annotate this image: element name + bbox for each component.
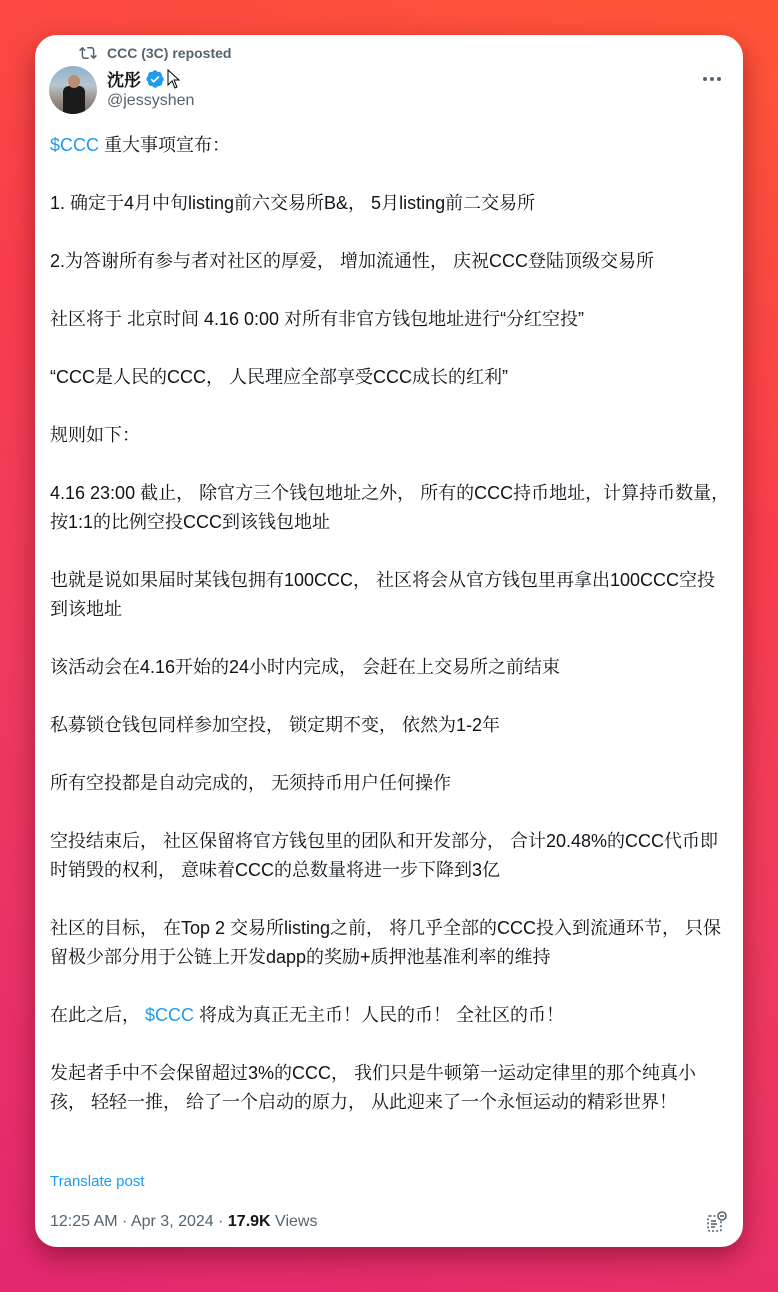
paragraph: 1. 确定于4月中旬listing前六交易所B&， 5月listing前二交易所	[50, 193, 536, 213]
paragraph: “CCC是人民的CCC， 人民理应全部享受CCC成长的红利”	[50, 367, 508, 387]
paragraph: 所有空投都是自动完成的， 无须持币用户任何操作	[50, 773, 451, 793]
paragraph: 规则如下：	[50, 425, 140, 445]
paragraph: $CCC 重大事项宣布：	[50, 135, 231, 155]
author-name[interactable]: 沈彤	[107, 71, 141, 90]
paragraph: 发起者手中不会保留超过3%的CCC， 我们只是牛顿第一运动定律里的那个纯真小孩， 轻轻一推， 给了一个启动的原力， 从此迎来了一个永恒运动的精彩世界！	[50, 1063, 697, 1112]
paragraph: 空投结束后， 社区保留将官方钱包里的团队和开发部分， 合计20.48%的CCC代币即时销毁的权利， 意味着CCC的总数量将进一步下降到3亿	[50, 831, 719, 880]
avatar[interactable]	[49, 66, 97, 114]
repost-icon	[79, 44, 97, 62]
paragraph: 也就是说如果届时某钱包拥有100CCC， 社区将会从官方钱包里再拿出100CCC空投到该地址	[50, 570, 716, 619]
mouse-cursor-icon	[167, 69, 181, 89]
repost-indicator[interactable]	[79, 43, 231, 63]
post-time[interactable]: 12:25 AM	[50, 1213, 118, 1230]
paragraph: 私募锁仓钱包同样参加空投， 锁定期不变， 依然为1-2年	[50, 715, 501, 735]
paragraph: 4.16 23:00 截止， 除官方三个钱包地址之外， 所有的CCC持币地址，计算持币数量， 按1:1的比例空投CCC到该钱包地址	[50, 483, 730, 532]
paragraph: 该活动会在4.16开始的24小时内完成， 会赶在上交易所之前结束	[50, 657, 561, 677]
post-text	[50, 131, 730, 1117]
more-options-icon[interactable]	[703, 73, 727, 85]
cashtag-link[interactable]: $CCC	[50, 135, 100, 155]
views-count: 17.9K	[227, 1213, 271, 1230]
paragraph: 社区将于 北京时间 4.16 0:00 对所有非官方钱包地址进行“分红空投”	[50, 309, 585, 329]
translate-post-link[interactable]: Translate post	[50, 1173, 145, 1190]
post-card	[35, 35, 743, 1247]
reader-context-icon[interactable]	[706, 1211, 728, 1233]
paragraph: 社区的目标， 在Top 2 交易所listing之前， 将几乎全部的CCC投入到流通环节， 只保留极少部分用于公链上开发dapp的奖励+质押池基准利率的维持	[50, 918, 722, 967]
verified-badge-icon[interactable]	[145, 69, 165, 89]
views-label: Views	[270, 1213, 318, 1230]
paragraph: 在此之后， $CCC 将成为真正无主币！人民的币！ 全社区的币！	[50, 1005, 565, 1025]
author-handle[interactable]: @jessyshen	[107, 92, 195, 109]
post-meta: 12:25 AM · Apr 3, 2024 · 17.9K Views	[50, 1213, 318, 1230]
cashtag-link[interactable]: $CCC	[145, 1005, 195, 1025]
post-date[interactable]: Apr 3, 2024	[130, 1213, 214, 1230]
repost-label: CCC (3C) reposted	[107, 45, 232, 61]
paragraph: 2.为答谢所有参与者对社区的厚爱， 增加流通性， 庆祝CCC登陆顶级交易所	[50, 251, 655, 271]
